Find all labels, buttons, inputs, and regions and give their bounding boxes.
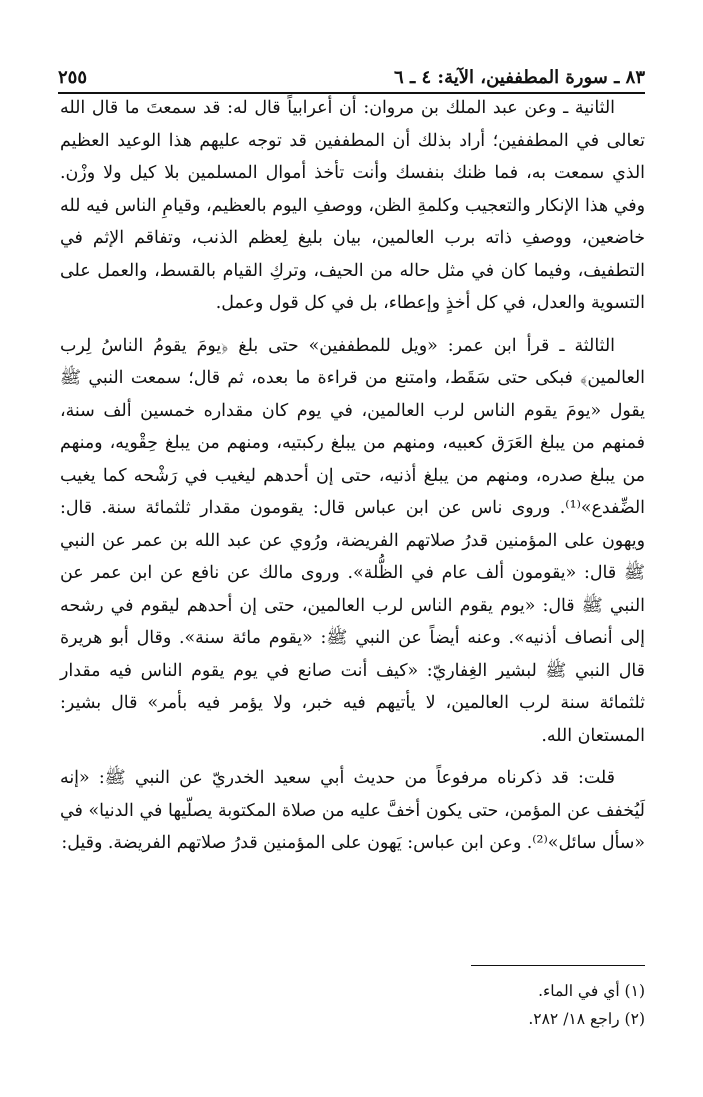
main-text <box>60 92 645 860</box>
footnotes <box>60 977 645 1033</box>
running-title: ٨٣ ـ سورة المطففين، الآية: ٤ ـ ٦ <box>394 67 645 88</box>
page-number: ٢٥٥ <box>58 67 88 88</box>
footnote-1: (١) أي في الماء. <box>538 982 645 1000</box>
page-header <box>58 58 645 88</box>
footnote-2: (٢) راجع ١٨/ ٢٨٢. <box>528 1010 645 1028</box>
paragraph-second: الثانية ـ وعن عبد الملك بن مروان: أن أعرابياً قال له: قد سمعتَ ما قال الله تعالى في المطففين؛ أراد بذلك أن المطففين قد توجه عليهم هذا الوعيد العظيم الذي سمعت به، فما ظنك بنفسك وأنت تأخذ أموال المسلمين بلا كيل ولا وزْن. وفي هذا الإنكار والتعجيب وكلمةِ الظن، ووصفِ اليوم بالعظيم، وقيامِ الناس فيه لله خاضعين، ووصفِ ذاته برب العالمين، بيان بليغ لِعظم الذنب، وتفاقم الإثم في التطفيف، وفيما كان في مثل حاله من الحيف، وتركِ القيام بالقسط، والعمل على التسوية والعدل، في كل أخذٍ وإعطاء، بل في كل قول وعمل. <box>60 98 645 313</box>
paragraph-third: الثالثة ـ قرأ ابن عمر: «ويل للمطففين» حتى بلغ ﴿يومَ يقومُ الناسُ لِرب العالمين﴾ فبكى حتى سَقَط، وامتنع من قراءة ما بعده، ثم قال؛ سمعت النبي ﷺ يقول «يومَ يقوم الناس لرب العالمين، في يوم كان مقداره خمسين ألف سنة، فمنهم من يبلغ العَرَق كعبيه، ومنهم من يبلغ ركبتيه، ومنهم من يبلغ حِقْويه، ومنهم من يبلغ صدره، ومنهم من يبلغ أذنيه، حتى إن أحدهم ليغيب في رَشْحه كما يغيب الضِّفدع»⁽¹⁾. وروى ناس عن ابن عباس قال: يقومون مقدار ثلثمائة سنة. قال: ويهون على المؤمنين قدرُ صلاتهم الفريضة، ورُوي عن عبد الله بن عمر عن النبي ﷺ قال: «يقومون ألف عام في الظُّلة». وروى مالك عن نافع عن ابن عمر عن النبي ﷺ قال: «يوم يقوم الناس لرب العالمين، حتى إن أحدهم ليقوم في رشحه إلى أنصاف أذنيه». وعنه أيضاً عن النبي ﷺ: «يقوم مائة سنة». وقال أبو هريرة قال النبي ﷺ لبشير الغِفاريّ: «كيف أنت صانع في يوم يقوم الناس فيه مقدار ثلثمائة سنة لرب العالمين، لا يأتيهم فيه خبر، ولا يؤمر فيه بأمر» قال بشير: المستعان الله. <box>60 335 645 746</box>
footnote-divider <box>471 965 645 966</box>
paragraph-note: قلت: قد ذكرناه مرفوعاً من حديث أبي سعيد الخدريّ عن النبي ﷺ: «إنه لَيُخفف عن المؤمن، حتى يكون أخفَّ عليه من صلاة المكتوبة يصلّيها في الدنيا» في «سأل سائل»⁽²⁾. وعن ابن عباس: يَهون على المؤمنين قدرُ صلاتهم الفريضة. وقيل: <box>60 768 645 853</box>
